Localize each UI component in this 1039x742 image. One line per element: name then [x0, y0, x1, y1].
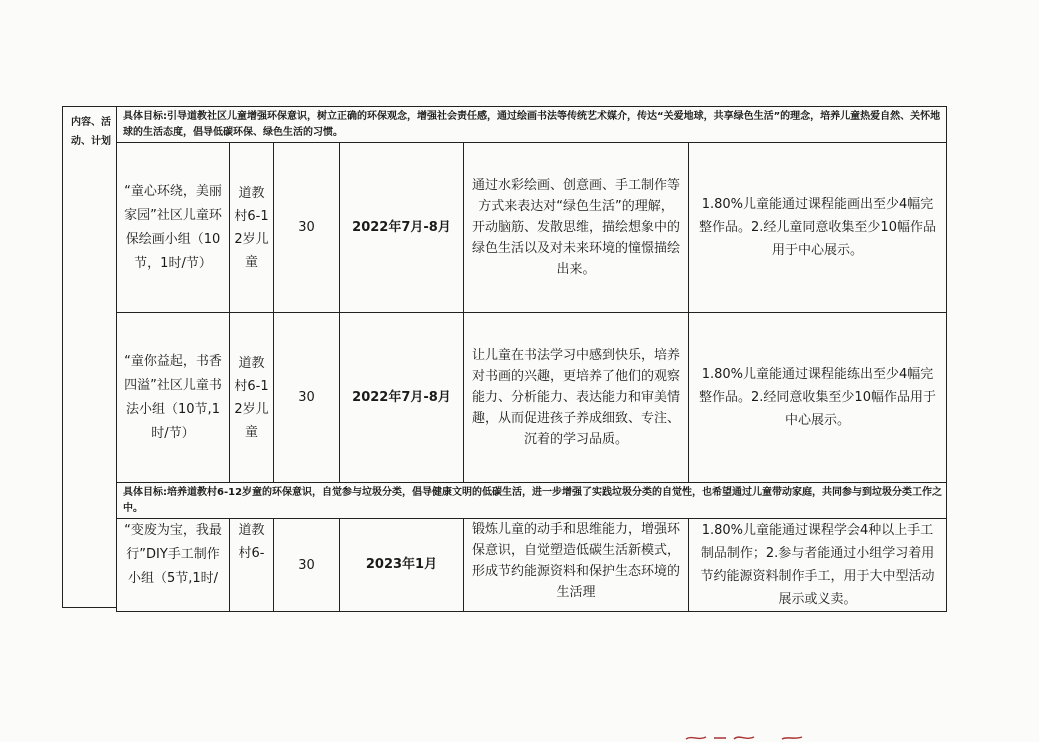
expected-outcome: 1.80%儿童能通过课程能练出至少4幅完整作品。2.经同意收集至少10幅作品用于中心展示。	[689, 313, 947, 483]
table-row	[117, 143, 947, 313]
activity-content: 锻炼儿童的动手和思维能力，增强环保意识，自觉塑造低碳生活新模式，形成节约能源资料和保护生态环境的生活理	[464, 519, 689, 612]
activity-period: 2022年7月-8月	[340, 143, 464, 313]
activity-name: “变废为宝，我最行”DIY手工制作小组（5节,1时/	[117, 519, 230, 612]
expected-outcome: 1.80%儿童能通过课程能画出至少4幅完整作品。2.经儿童同意收集至少10幅作品用于中心展示。	[689, 143, 947, 313]
target-group: 道教村6-12岁儿童	[230, 143, 274, 313]
expected-outcome: 1.80%儿童能通过课程学会4种以上手工制品制作；2.参与者能通过小组学习着用节约能源资料制作手工，用于大中型活动展示或义卖。	[689, 519, 947, 612]
goal-row	[117, 107, 947, 143]
participant-count: 30	[274, 313, 340, 483]
activity-name: “童心环绕，美丽家园”社区儿童环保绘画小组（10节，1时/节）	[117, 143, 230, 313]
participant-count: 30	[274, 519, 340, 612]
activity-period: 2022年7月-8月	[340, 313, 464, 483]
section-label: 内容、活动、计划	[71, 117, 111, 147]
goal-text: 具体目标:引导道教社区儿童增强环保意识，树立正确的环保观念，增强社会责任感，通过绘画书法等传统艺术媒介，传达“关爱地球，共享绿色生活”的理念，培养儿童热爱自然、关怀地球的生活态度，倡导低碳环保、绿色生活的习惯。	[117, 107, 947, 143]
handwriting-mark	[684, 733, 814, 742]
table-row	[117, 313, 947, 483]
activity-period: 2023年1月	[340, 519, 464, 612]
target-group: 道教村6-	[230, 519, 274, 612]
target-group: 道教村6-12岁儿童	[230, 313, 274, 483]
activity-content: 通过水彩绘画、创意画、手工制作等方式来表达对“绿色生活”的理解，开动脑筋、发散思维，描绘想象中的绿色生活以及对未来环境的憧憬描绘出来。	[464, 143, 689, 313]
goal-row	[117, 483, 947, 519]
activity-name: “童你益起，书香四溢”社区儿童书法小组（10节,1时/节）	[117, 313, 230, 483]
activity-content: 让儿童在书法学习中感到快乐，培养对书画的兴趣，更培养了他们的观察能力、分析能力、表达能力和审美情趣，从而促进孩子养成细致、专注、沉着的学习品质。	[464, 313, 689, 483]
table-row	[117, 519, 947, 612]
goal-text: 具体目标:培养道教村6-12岁童的环保意识，自觉参与垃圾分类，倡导健康文明的低碳生活，进一步增强了实践垃圾分类的自觉性，也希望通过儿童带动家庭，共同参与到垃圾分类工作之中。	[117, 483, 947, 519]
activity-plan-table	[116, 106, 947, 612]
participant-count: 30	[274, 143, 340, 313]
section-label-cell	[62, 106, 116, 608]
